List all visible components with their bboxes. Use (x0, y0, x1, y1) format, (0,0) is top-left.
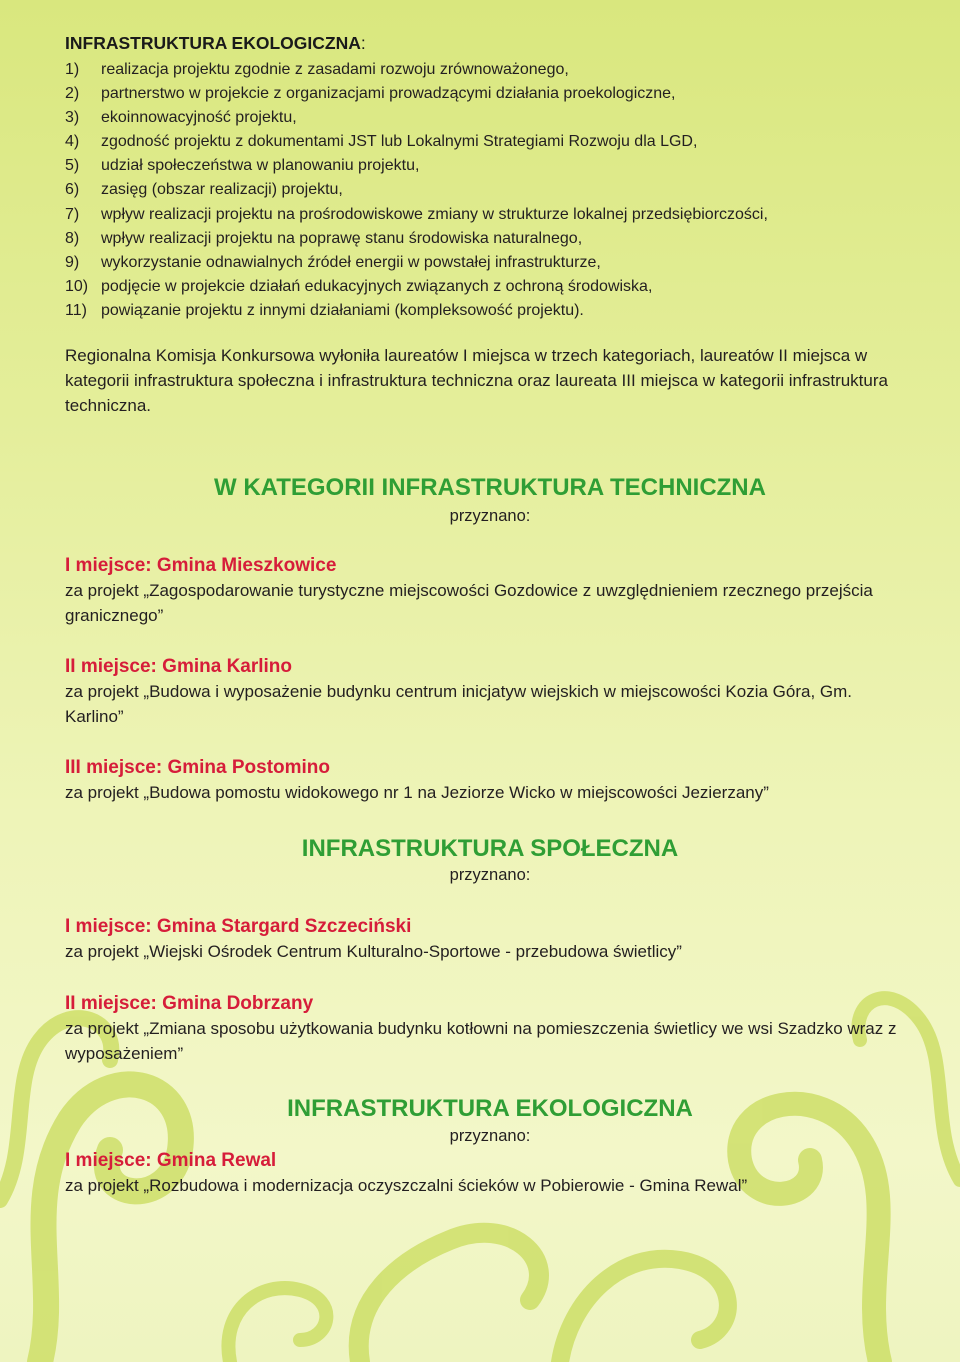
award-place: I miejsce: Gmina Rewal (65, 1150, 277, 1171)
swirl-small-left (228, 1288, 326, 1362)
award-place: III miejsce: Gmina Postomino (65, 757, 331, 778)
list-item: 3) ekoinnowacyjność projektu, (65, 109, 297, 127)
list-item: 2) partnerstwo w projekcie z organizacjami prowadzącymi działania proekologiczne, (65, 85, 676, 103)
award-project: za projekt „Wiejski Ośrodek Centrum Kulturalno-Sportowe - przebudowa świetlicy” (65, 942, 682, 961)
swirl-center-right (560, 1259, 728, 1362)
list-item: 11) powiązanie projektu z innymi działaniami (kompleksowość projektu). (65, 301, 584, 319)
swirl-center-stem (359, 1233, 539, 1362)
list-item: 5) udział społeczeństwa w planowaniu projektu, (65, 157, 420, 175)
award-project: za projekt „Zmiana sposobu użytkowania budynku kotłowni na pomieszczenia świetlicy we wsi Szadzko wraz z wyposażeniem” (65, 1019, 897, 1063)
award-project: za projekt „Budowa pomostu widokowego nr 1 na Jeziorze Wicko w miejscowości Jezierzany” (65, 783, 769, 802)
category-title-spoleczna: INFRASTRUKTURA SPOŁECZNA (301, 835, 679, 862)
category-title-ekologiczna: INFRASTRUKTURA EKOLOGICZNA (287, 1095, 693, 1122)
category-subtitle: przyznano: (449, 866, 531, 884)
criteria-heading: INFRASTRUKTURA EKOLOGICZNA: (65, 33, 366, 53)
category-subtitle: przyznano: (449, 1127, 531, 1145)
award-place: I miejsce: Gmina Mieszkowice (65, 555, 337, 576)
award-project: za projekt „Budowa i wyposażenie budynku centrum inicjatyw wiejskich w miejscowości Kozia Góra, Gm. Karlino” (65, 682, 853, 726)
intro-paragraph: Regionalna Komisja Konkursowa wyłoniła laureatów I miejsca w trzech kategoriach, laureatów II miejsca w kategorii infrastruktura społeczna i infrastruktura techniczna oraz laureata III miejsca w kategorii infrastruktura techniczna. (65, 346, 888, 416)
list-item: 10) podjęcie w projekcie działań edukacyjnych związanych z ochroną środowiska, (65, 277, 653, 295)
award-place: II miejsce: Gmina Dobrzany (65, 993, 314, 1014)
award-project: za projekt „Rozbudowa i modernizacja oczyszczalni ścieków w Pobierowie - Gmina Rewal” (65, 1176, 748, 1195)
list-item: 4) zgodność projektu z dokumentami JST lub Lokalnymi Strategiami Rozwoju dla LGD, (65, 133, 698, 151)
award-place: II miejsce: Gmina Karlino (65, 656, 293, 677)
award-project: za projekt „Zagospodarowanie turystyczne miejscowości Gozdowice z uwzględnieniem rzecznego przejścia granicznego” (65, 581, 873, 625)
list-item: 7) wpływ realizacji projektu na prośrodowiskowe zmiany w strukturze lokalnej przedsiębiorczości, (65, 205, 768, 223)
award-place: I miejsce: Gmina Stargard Szczeciński (65, 916, 412, 937)
list-item: 6) zasięg (obszar realizacji) projektu, (65, 181, 343, 199)
criteria-list (65, 58, 768, 323)
list-item: 1) realizacja projektu zgodnie z zasadami rozwoju zrównoważonego, (65, 61, 569, 78)
list-item: 9) wykorzystanie odnawialnych źródeł energii w powstałej infrastrukturze, (65, 253, 601, 271)
list-item: 8) wpływ realizacji projektu na poprawę stanu środowiska naturalnego, (65, 229, 583, 247)
category-subtitle: przyznano: (449, 507, 531, 525)
category-title-techniczna: W KATEGORII INFRASTRUKTURA TECHNICZNA (214, 474, 766, 501)
